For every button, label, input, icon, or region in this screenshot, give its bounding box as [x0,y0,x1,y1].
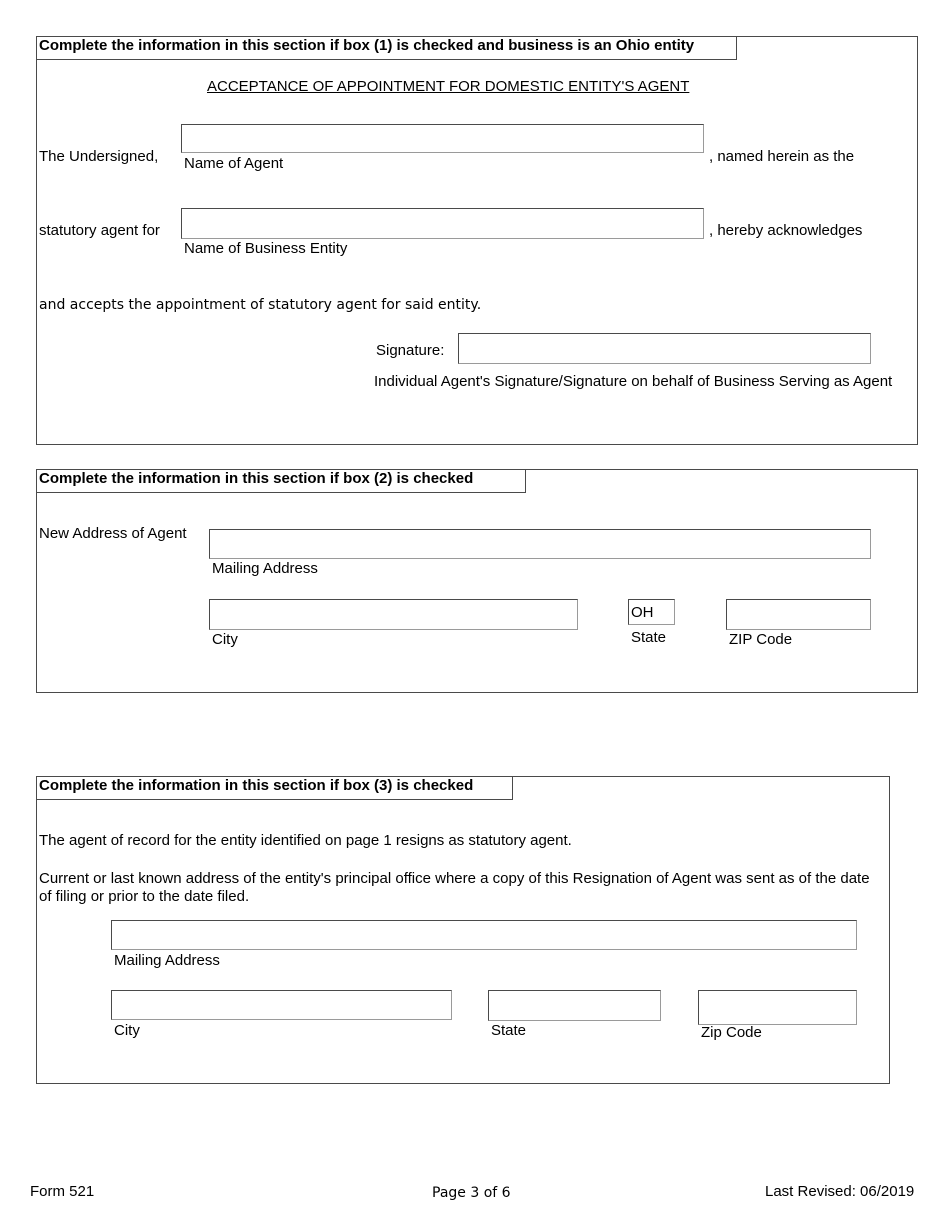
resign-text: The agent of record for the entity identified on page 1 resigns as statutory agent. [39,832,572,849]
section-2-header: Complete the information in this section if box (2) is checked [36,469,526,493]
new-address-label: New Address of Agent [39,525,187,542]
office-city-caption: City [114,1022,140,1039]
business-name-input[interactable] [181,208,704,239]
agent-name-caption: Name of Agent [184,155,284,172]
office-city-input[interactable] [111,990,452,1020]
page-number: Page 3 of 6 [432,1185,511,1201]
office-state-caption: State [491,1022,527,1039]
agent-name-input[interactable] [181,124,704,153]
acknowledges-text: , hereby acknowledges [709,222,863,239]
office-zip-input[interactable] [698,990,857,1025]
last-revised: Last Revised: 06/2019 [765,1183,915,1200]
accepts-text: and accepts the appointment of statutory agent for said entity. [39,297,482,313]
office-zip-caption: Zip Code [701,1024,762,1041]
agent-city-input[interactable] [209,599,578,630]
agent-mailing-address-input[interactable] [209,529,871,559]
office-state-input[interactable] [488,990,661,1021]
form-number: Form 521 [30,1183,95,1200]
office-mailing-address-input[interactable] [111,920,857,950]
section-1-title: ACCEPTANCE OF APPOINTMENT FOR DOMESTIC ENTITY'S AGENT [207,78,690,95]
section-3-header: Complete the information in this section if box (3) is checked [36,776,513,800]
agent-city-caption: City [212,631,238,648]
business-name-caption: Name of Business Entity [184,240,348,257]
principal-office-text: Current or last known address of the entity's principal office where a copy of this Resignation of Agent was sent as of the date of filing or prior to the date filed. [39,870,870,905]
agent-zip-input[interactable] [726,599,871,630]
named-herein-text: , named herein as the [709,148,855,165]
signature-caption: Individual Agent's Signature/Signature on behalf of Business Serving as Agent [374,373,893,390]
agent-mailing-address-caption: Mailing Address [212,560,318,577]
agent-state-input[interactable] [628,599,675,625]
signature-input[interactable] [458,333,871,364]
undersigned-label: The Undersigned, [39,148,159,165]
agent-zip-caption: ZIP Code [729,631,793,648]
agent-state-caption: State [631,629,667,646]
office-mailing-address-caption: Mailing Address [114,952,220,969]
signature-label: Signature: [376,342,445,359]
section-box-2 [36,469,918,693]
statutory-agent-label: statutory agent for [39,222,160,239]
section-1-header: Complete the information in this section if box (1) is checked and business is an Ohio entity [36,36,737,60]
